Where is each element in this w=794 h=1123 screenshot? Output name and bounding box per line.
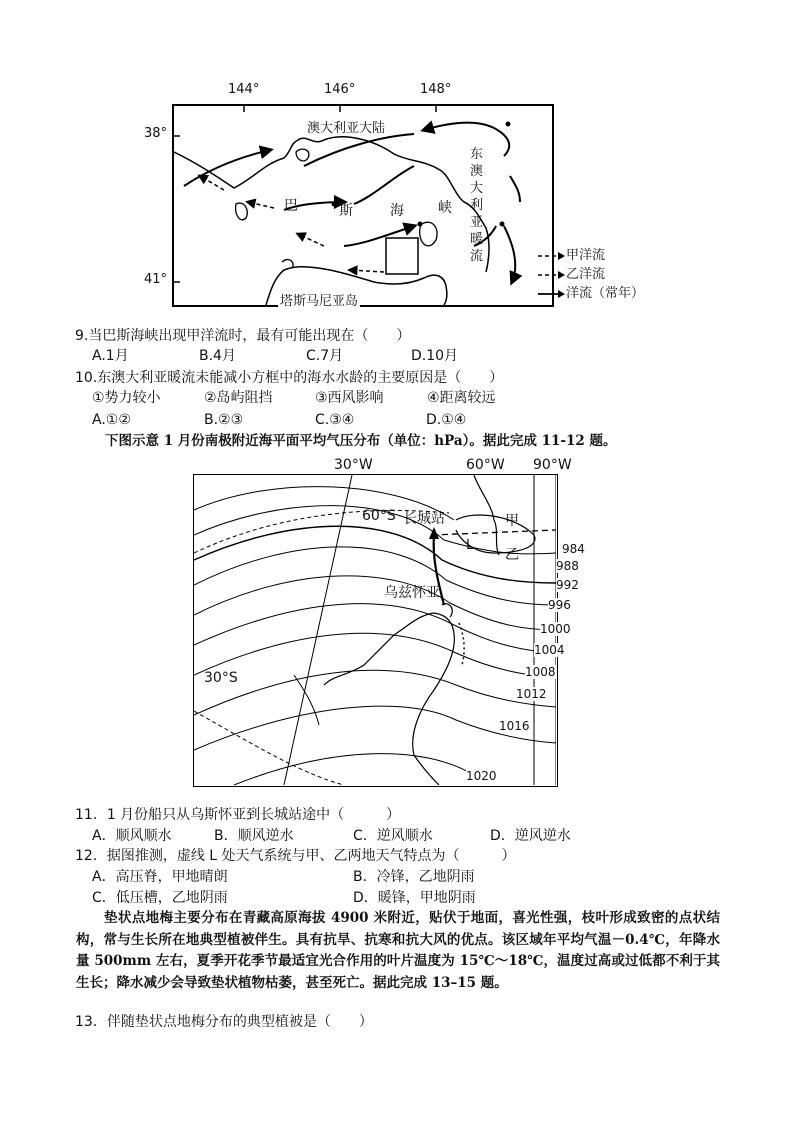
q9-option-a[interactable]: A.1月: [92, 348, 129, 364]
legend-label: 甲洋流: [566, 248, 606, 263]
lon-label-146: 146°: [324, 82, 356, 97]
vchar: 暖: [470, 232, 484, 247]
q12-option-b[interactable]: B．冷锋，乙地阴雨: [353, 869, 475, 885]
lon-label-90w: 90°W: [533, 457, 572, 473]
legend-item-jia: [538, 246, 644, 265]
isobar-1008: 1008: [525, 665, 556, 679]
label-strait-4: 峡: [438, 200, 452, 216]
symbol-jia: 甲: [505, 513, 519, 529]
q10-option-d[interactable]: D.①④: [426, 412, 467, 428]
isobar-992: 992: [556, 578, 579, 592]
dashed-arrow-icon: [538, 251, 566, 261]
symbol-L: L: [466, 538, 474, 553]
q12-stem: 12．据图推测，虚线 L 处天气系统与甲、乙两地天气特点为（ ）: [75, 848, 516, 864]
label-continent: 澳大利亚大陆: [307, 121, 386, 136]
q10-factor-4: ④距离较远: [427, 390, 496, 406]
lon-label-30w: 30°W: [334, 457, 373, 473]
port-label: 乌兹怀亚: [384, 585, 440, 601]
lon-label-60w: 60°W: [466, 457, 505, 473]
q9-option-d[interactable]: D.10月: [411, 348, 459, 364]
label-strait-1: 巴: [284, 198, 298, 214]
isobar-1000: 1000: [540, 622, 571, 636]
q12-option-a[interactable]: A．高压脊，甲地晴朗: [92, 869, 228, 885]
legend-label: 乙洋流: [566, 267, 606, 282]
lon-label-144: 144°: [228, 82, 260, 97]
q12-option-d[interactable]: D．暖锋，甲地阴雨: [353, 890, 476, 906]
symbol-yi: 乙: [505, 547, 519, 563]
q10-factor-3: ③西风影响: [315, 390, 384, 406]
vchar: 亚: [470, 215, 484, 230]
vchar: 流: [470, 249, 484, 264]
legend-label: 洋流（常年）: [566, 286, 645, 301]
q10-option-a[interactable]: A.①②: [92, 412, 131, 428]
lon-label-148: 148°: [420, 82, 452, 97]
legend-item-solid: [538, 284, 644, 303]
label-tasmania: 塔斯马尼亚岛: [278, 290, 360, 309]
legend-item-yi: [538, 265, 644, 284]
q11-option-b[interactable]: B．顺风逆水: [214, 828, 294, 844]
solid-arrow-icon: [538, 289, 566, 299]
q11-stem: 11．1 月份船只从乌斯怀亚到长城站途中（ ）: [75, 807, 401, 823]
map1-legend: [538, 246, 644, 303]
isobar-1004: 1004: [534, 643, 565, 657]
q10-factor-2: ②岛屿阻挡: [204, 390, 273, 406]
intro-13-15: 垫状点地梅主要分布在青藏高原海拔 4900 米附近，贴伏于地面，喜光性强，枝叶形成致密的点状结构，常与生长所在地典型植被伴生。具有抗旱、抗寒和抗大风的优点。该区域年平均气温－0.4℃，年降水量 500mm 左右，夏季开花季节最适宜光合作用的叶片温度为 15℃～18℃，温度过高或过低都不利于其生长；降水减少会导致垫状植物枯萎，甚至死亡。据此完成 13–15 题。: [76, 910, 720, 991]
q10-option-b[interactable]: B.②③: [204, 412, 244, 428]
isobar-1016: 1016: [499, 719, 530, 733]
q9-option-c[interactable]: C.7月: [306, 348, 344, 364]
q11-option-c[interactable]: C．逆风顺水: [353, 828, 433, 844]
isobar-984: 984: [562, 542, 585, 556]
isobar-996: 996: [548, 598, 571, 612]
q9-option-b[interactable]: B.4月: [199, 348, 236, 364]
label-strait-2: 斯: [339, 203, 353, 219]
isobar-1012: 1012: [516, 687, 547, 701]
lat-label-30s: 30°S: [204, 670, 238, 686]
dashed-arrow-icon: [538, 270, 566, 280]
isobar-1020: 1020: [466, 769, 497, 783]
vchar: 大: [470, 181, 484, 196]
q10-factor-1: ①势力较小: [92, 390, 161, 406]
q10-stem: 10.东澳大利亚暖流未能减小方框中的海水水龄的主要原因是（ ）: [75, 370, 504, 386]
intro-11-12: 下图示意 1 月份南极附近海平面平均气压分布（单位：hPa）。据此完成 11-12 题。: [105, 433, 617, 449]
label-east-australian-current: [470, 146, 486, 265]
q12-option-c[interactable]: C．低压槽，乙地阴雨: [92, 890, 228, 906]
label-strait-3: 海: [390, 203, 404, 219]
vchar: 利: [470, 198, 484, 213]
vchar: 澳: [470, 164, 484, 179]
q10-option-c[interactable]: C.③④: [315, 412, 355, 428]
lat-label-38: 38°: [144, 126, 168, 141]
q9-stem: 9.当巴斯海峡出现甲洋流时，最有可能出现在（ ）: [75, 328, 411, 344]
q13-stem: 13．伴随垫状点地梅分布的典型植被是（ ）: [75, 1014, 373, 1030]
q11-option-a[interactable]: A．顺风顺水: [92, 828, 172, 844]
isobar-988: 988: [556, 559, 579, 573]
lat-label-60s: 60°S: [362, 508, 396, 524]
lat-label-41: 41°: [144, 272, 168, 287]
vchar: 东: [470, 147, 484, 162]
station-label: 长城站: [403, 511, 445, 527]
q11-option-d[interactable]: D．逆风逆水: [490, 828, 571, 844]
